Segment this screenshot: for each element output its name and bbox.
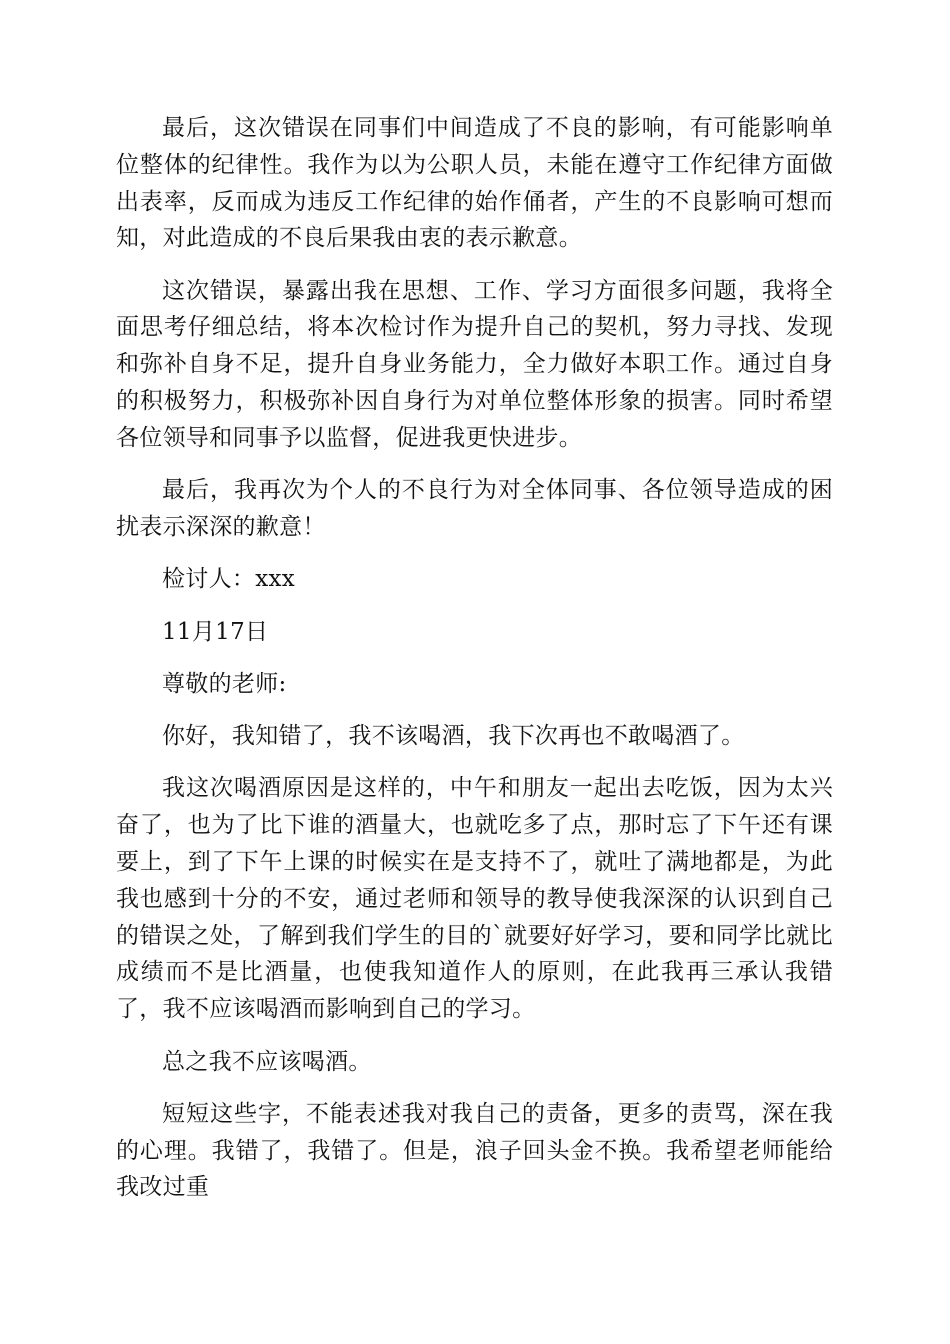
paragraph-drinking-reason: 我这次喝酒原因是这样的，中午和朋友一起出去吃饭，因为太兴奋了，也为了比下谁的酒量大，也就吃多了点，那时忘了下午还有课要上，到了下午上课的时候实在是支持不了，就吐了满地都是，为此我也感到十分的不安，通过老师和领导的教导使我深深的认识到自己的错误之处，了解到我们学生的目的`就要好好学习，要和同学比就比成绩而不是比酒量，也使我知道作人的原则，在此我再三承认我错了，我不应该喝酒而影响到自己的学习。 <box>116 775 833 1023</box>
paragraph-greeting: 你好，我知错了，我不该喝酒，我下次再也不敢喝酒了。 <box>162 723 745 750</box>
paragraph-summary: 总之我不应该喝酒。 <box>162 1048 372 1075</box>
paragraph-reflection: 这次错误，暴露出我在思想、工作、学习方面很多问题，我将全面思考仔细总结，将本次检讨作为提升自己的契机，努力寻找、发现和弥补自身不足，提升自身业务能力，全力做好本职工作。通过自身的积极努力，积极弥补因自身行为对单位整体形象的损害。同时希望各位领导和同事予以监督，促进我更快进步。 <box>116 277 833 451</box>
document-body <box>116 110 833 1222</box>
paragraph-remorse: 短短这些字，不能表述我对我自己的责备，更多的责骂，深在我的心理。我错了，我错了。但是，浪子回头金不换。我希望老师能给我改过重 <box>116 1100 833 1201</box>
date-line: 11月17日 <box>162 618 269 645</box>
paragraph-apology-impact: 最后，这次错误在同事们中间造成了不良的影响，有可能影响单位整体的纪律性。我作为以为公职人员，未能在遵守工作纪律方面做出表率，反而成为违反工作纪律的始作俑者，产生的不良影响可想而知，对此造成的不良后果我由衷的表示歉意。 <box>116 115 833 252</box>
paragraph-final-apology: 最后，我再次为个人的不良行为对全体同事、各位领导造成的困扰表示深深的歉意！ <box>116 477 833 540</box>
salutation: 尊敬的老师: <box>162 670 287 697</box>
signature-line: 检讨人：xxx <box>162 566 296 593</box>
